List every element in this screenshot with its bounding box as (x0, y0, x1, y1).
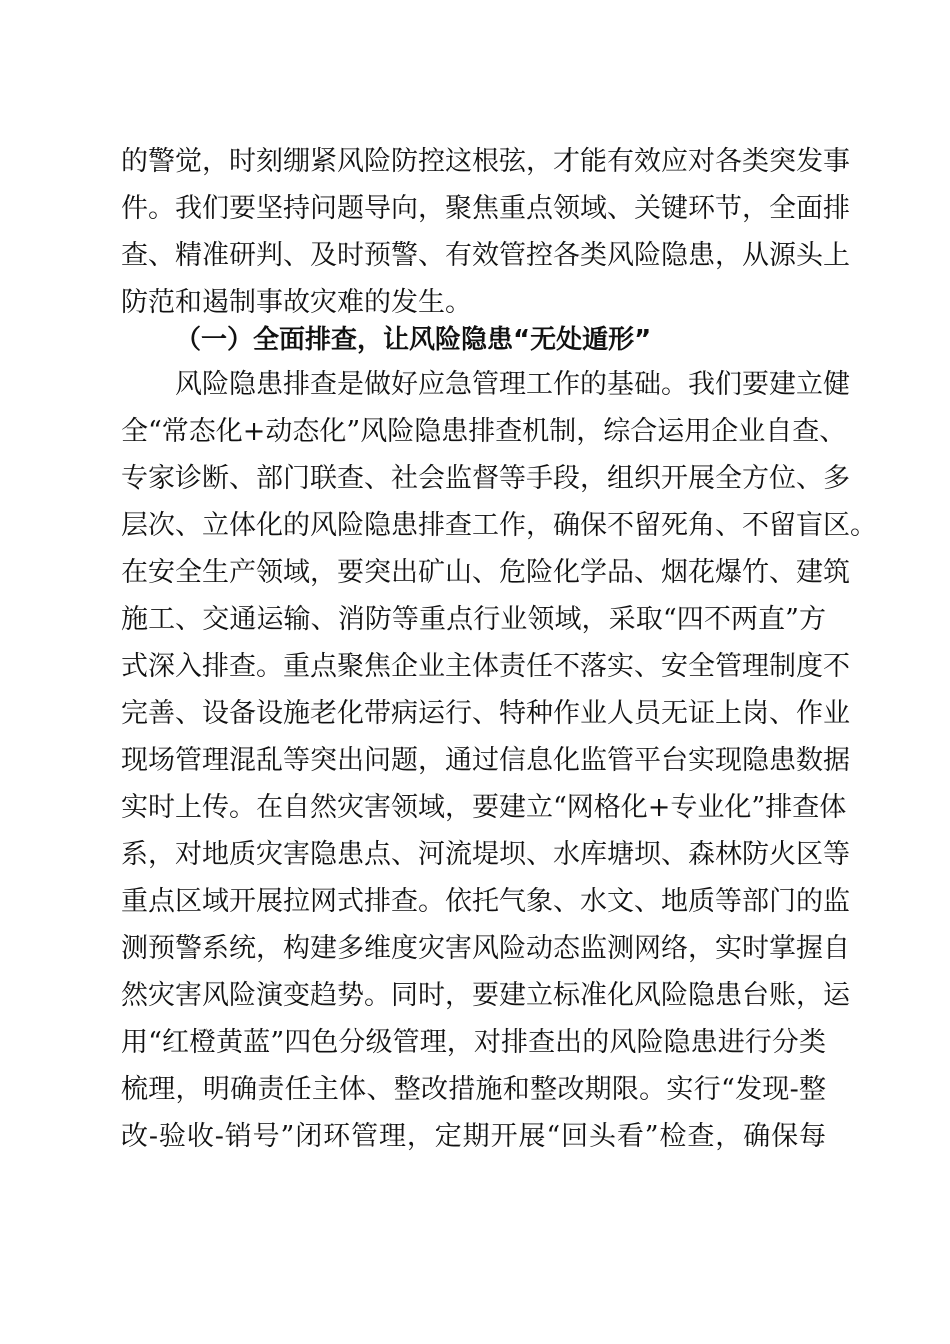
paragraph-line: 用“红橙黄蓝”四色分级管理，对排查出的风险隐患进行分类 (121, 1027, 826, 1058)
paragraph-line: 防范和遏制事故灾难的发生。 (121, 287, 472, 318)
paragraph-line: 式深入排查。重点聚焦企业主体责任不落实、安全管理制度不 (121, 651, 850, 682)
paragraph-line: 测预警系统，构建多维度灾害风险动态监测网络，实时掌握自 (121, 933, 850, 964)
paragraph-line: 改-验收-销号”闭环管理，定期开展“回头看”检查，确保每 (121, 1121, 826, 1152)
paragraph-line: 件。我们要坚持问题导向，聚焦重点领域、关键环节，全面排 (121, 193, 850, 224)
paragraph-line: 的警觉，时刻绷紧风险防控这根弦，才能有效应对各类突发事 (121, 146, 850, 177)
paragraph-line: 然灾害风险演变趋势。同时，要建立标准化风险隐患台账，运 (121, 980, 850, 1011)
paragraph-line: 实时上传。在自然灾害领域，要建立“网格化+专业化”排查体 (121, 792, 847, 823)
paragraph-line: 现场管理混乱等突出问题，通过信息化监管平台实现隐患数据 (121, 745, 850, 776)
paragraph-line: 专家诊断、部门联查、社会监督等手段，组织开展全方位、多 (121, 463, 850, 494)
section-heading: （一）全面排查，让风险隐患“无处遁形” (175, 325, 652, 355)
paragraph-line: 在安全生产领域，要突出矿山、危险化学品、烟花爆竹、建筑 (121, 557, 850, 588)
paragraph-line: 全“常态化+动态化”风险隐患排查机制，综合运用企业自查、 (121, 416, 847, 447)
paragraph-line: 重点区域开展拉网式排查。依托气象、水文、地质等部门的监 (121, 886, 850, 917)
paragraph-line: 系，对地质灾害隐患点、河流堤坝、水库塘坝、森林防火区等 (121, 839, 850, 870)
paragraph-line: 梳理，明确责任主体、整改措施和整改期限。实行“发现-整 (121, 1074, 826, 1105)
paragraph-line: 层次、立体化的风险隐患排查工作，确保不留死角、不留盲区。 (121, 510, 877, 541)
paragraph-line: 施工、交通运输、消防等重点行业领域，采取“四不两直”方 (121, 604, 826, 635)
paragraph-line: 查、精准研判、及时预警、有效管控各类风险隐患，从源头上 (121, 240, 850, 271)
paragraph-line: 风险隐患排查是做好应急管理工作的基础。我们要建立健 (175, 369, 850, 400)
paragraph-line: 完善、设备设施老化带病运行、特种作业人员无证上岗、作业 (121, 698, 850, 729)
